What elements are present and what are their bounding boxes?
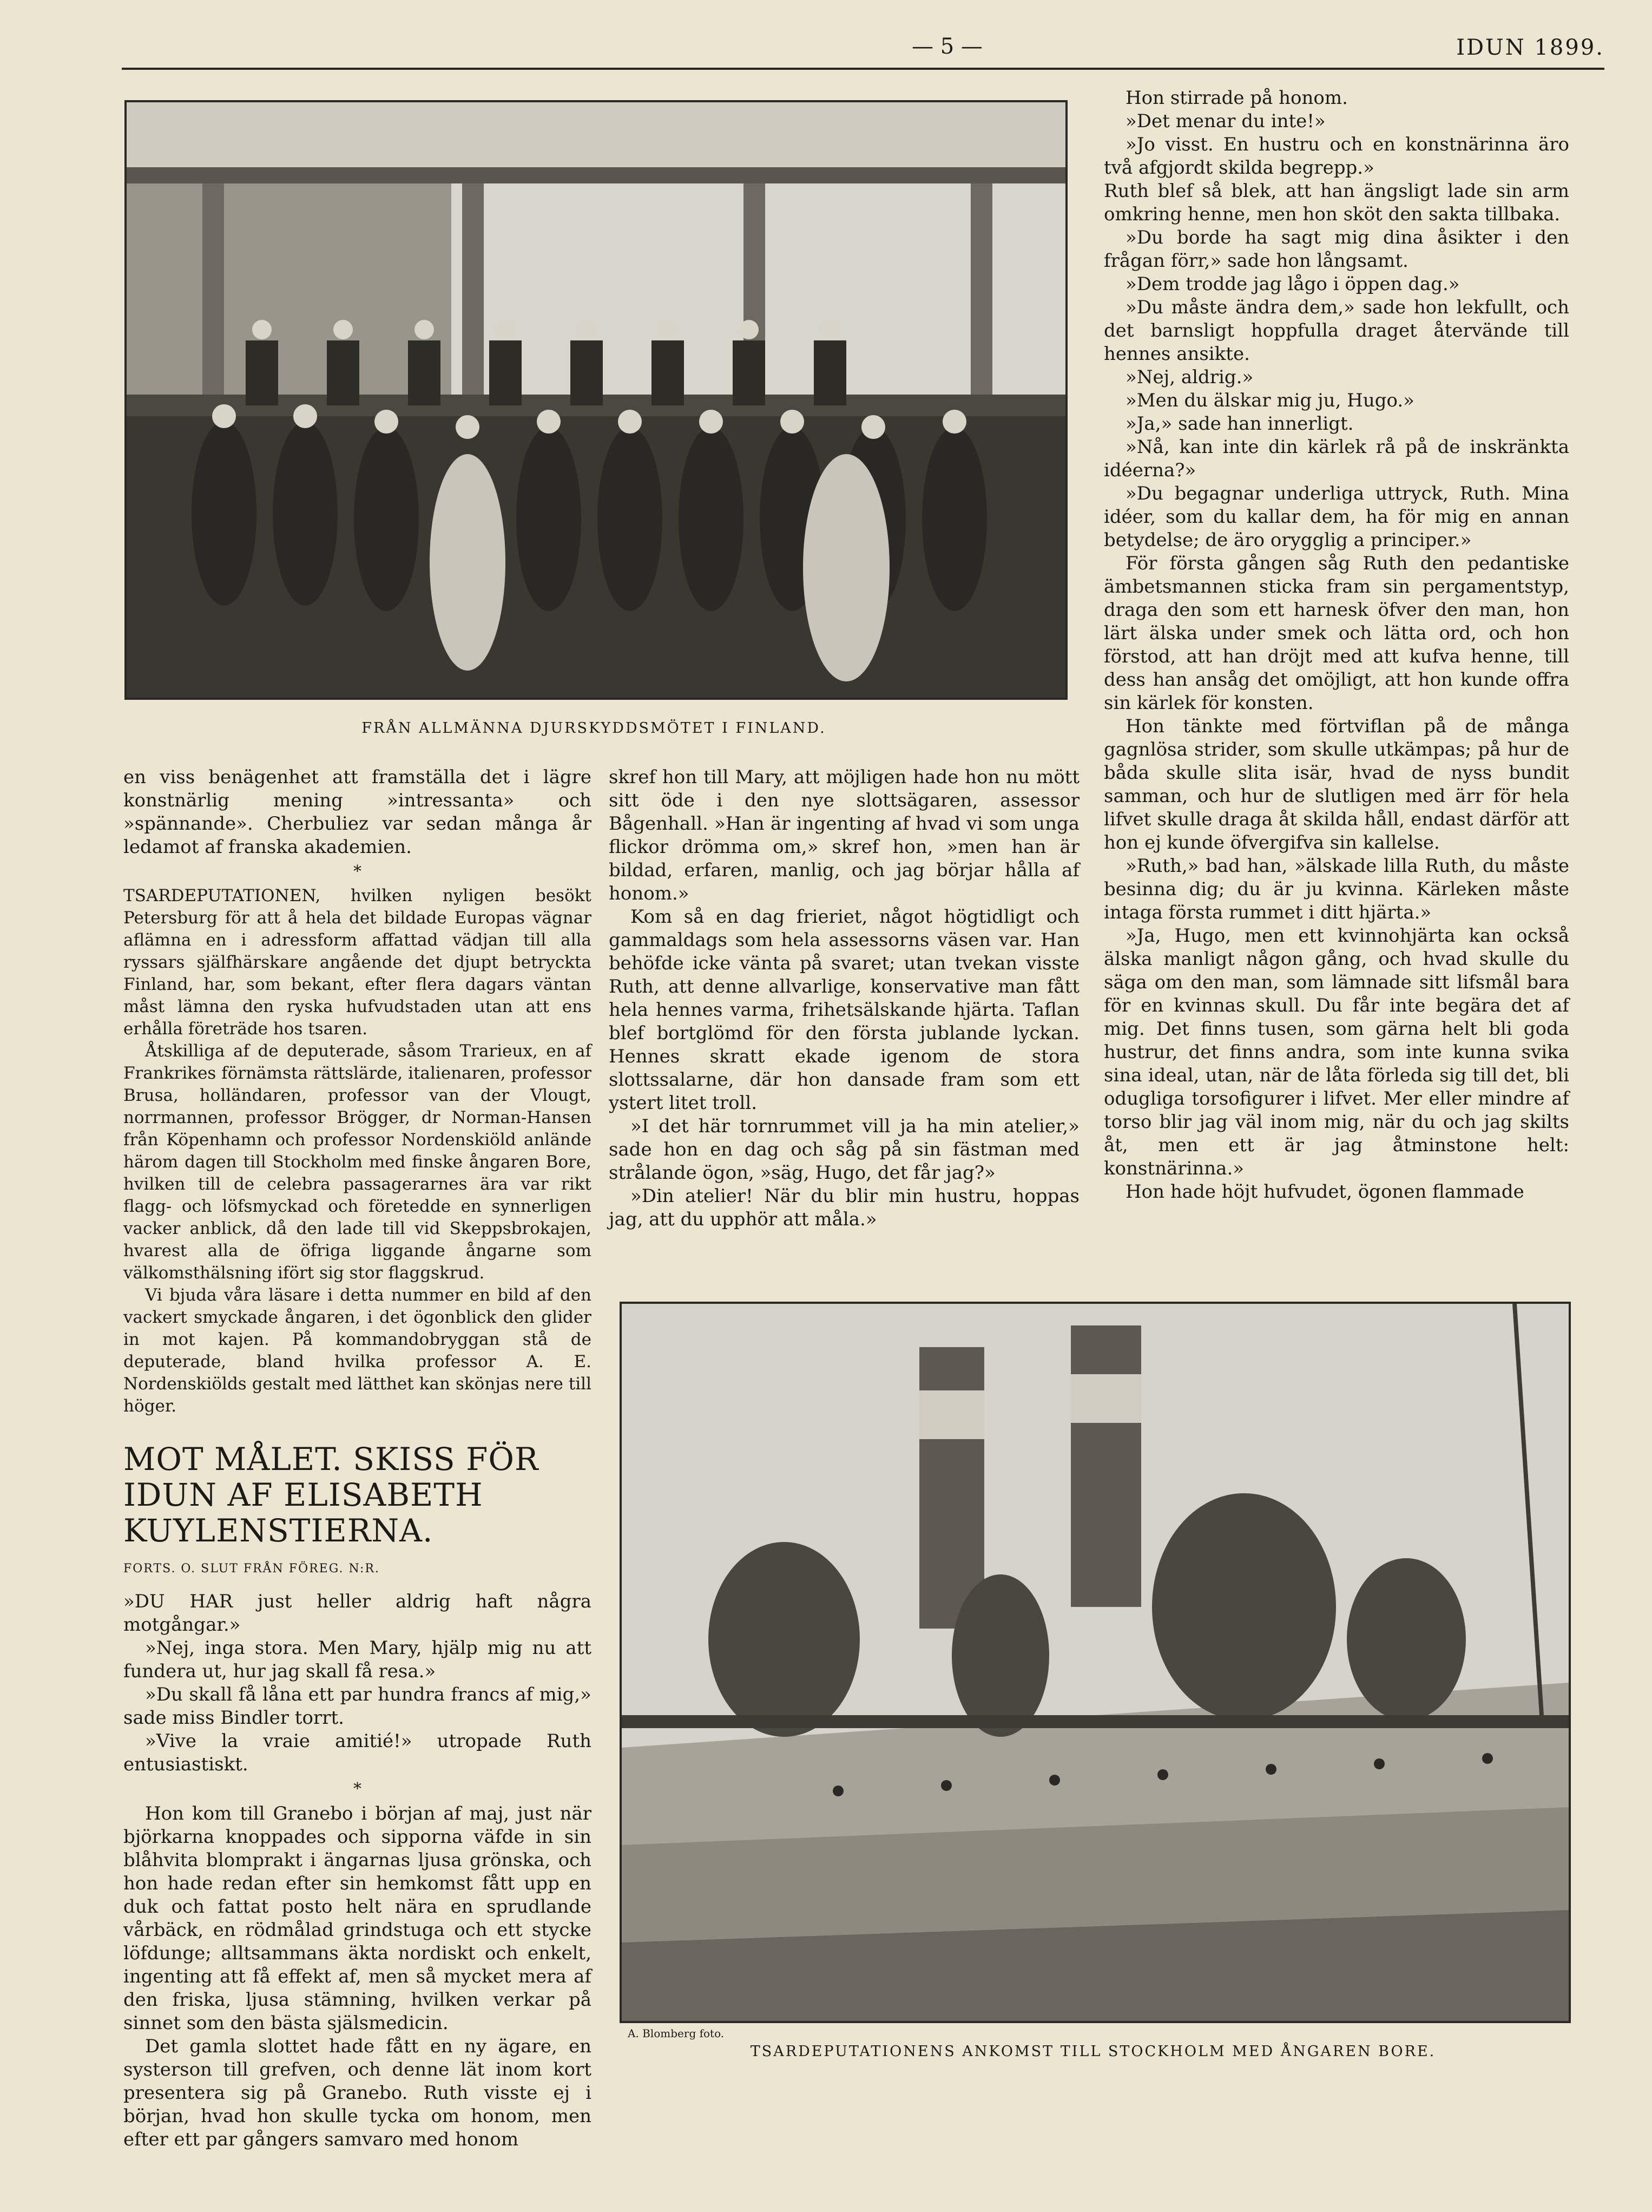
- column-middle: [609, 766, 1080, 1231]
- photo-credit: A. Blomberg foto.: [628, 2027, 725, 2040]
- paragraph: »Din atelier! När du blir min hustru, hoppas jag, att du upphör att måla.»: [609, 1185, 1080, 1230]
- tsar-paragraph-1: TSARDEPUTATIONEN, hvilken nyligen besökt Petersburg för att å hela det bildade Europas vägnar aflämna en i adressform affattad vädjan till alla ryssars själfhärskare angående det djupt betryckta Finland, har, som bekant, efter flera dagars väntan måst lämna den ryska hufvudstaden utan att ens erhålla företräde hos tsaren.: [123, 886, 591, 1039]
- group-photo-illustration: [127, 102, 1065, 698]
- page-header: [122, 30, 1604, 73]
- paragraph: »Ja, Hugo, men ett kvinnohjärta kan också älska manligt någon gång, och hvad skulle du säga om den man, som lämnade sitt lifsmål bara för en kvinnas skull. Du får inte begära det af mig. Det finns tusen, som gärna helt bli goda hustrur, det finns andra, som inte kunna svika sina ideal, utan, när de låta förleda sig till det, bli odugliga torsofigurer i lifvet. Mer eller mindre af torso blir jag väl inom mig, när du och jag skilts åt, men ett är jag åtminstone helt: konstnärinna.»: [1104, 925, 1569, 1179]
- photo-steamer-bore: [620, 1302, 1571, 2023]
- paragraph: skref hon till Mary, att möjligen hade hon nu mött sitt öde i den nye slottsägaren, assessor Bågenhall. »Han är ingenting af hvad vi som unga flickor drömma om,» skref hon, »men han är bildad, erfaren, manlig, och jag börjar hålla af honom.»: [609, 766, 1080, 904]
- story-paragraph-4: »Vive la vraie amitié!» utropade Ruth entusiastiskt.: [123, 1730, 591, 1775]
- paragraph: »I det här tornrummet vill ja ha min atelier,» sade hon en dag och såg på sin fästman med strålande ögon, »säg, Hugo, det får jag?»: [609, 1115, 1080, 1184]
- column-right: [1104, 87, 1569, 1204]
- section-divider: *: [353, 862, 361, 881]
- tsar-paragraph-3: Vi bjuda våra läsare i detta nummer en bild af den vackert smyckade ångaren, i det ögonblick den glider in mot kajen. På kommandobryggan stå de deputerade, bland hvilka professor A. E. Nordenskiölds gestalt med lätthet kan skönjas nere till höger.: [123, 1285, 591, 1416]
- story-paragraph-1: »DU HAR just heller aldrig haft några motgångar.»: [123, 1591, 591, 1636]
- masthead: IDUN 1899.: [1456, 35, 1604, 60]
- photo-ship-caption: TSARDEPUTATIONENS ANKOMST TILL STOCKHOLM MED ÅNGAREN BORE.: [750, 2043, 1436, 2060]
- paragraph: Ruth blef så blek, att han ängsligt lade sin arm omkring henne, men hon sköt den sakta tillbaka.: [1104, 180, 1569, 225]
- story-paragraph-2: »Nej, inga stora. Men Mary, hjälp mig nu att fundera ut, hur jag skall få resa.»: [123, 1637, 591, 1682]
- paragraph: en viss benägenhet att framställa det i lägre konstnärlig mening »intressanta» och »spännande». Cherbuliez var sedan många år ledamot af franska akademien.: [123, 766, 591, 858]
- paragraph: »Dem trodde jag lågo i öppen dag.»: [1126, 273, 1460, 295]
- story-paragraph-6: Det gamla slottet hade fått en ny ägare, en systerson till grefven, och denne lät inom kort presentera sig på Granebo. Ruth visste ej i början, hvad hon skulle tycka om honom, men efter ett par gångers samvaro med honom: [123, 2036, 591, 2150]
- paragraph: »Du måste ändra dem,» sade hon lekfullt, och det barnsligt hoppfulla draget återvände till hennes ansikte.: [1104, 297, 1569, 365]
- story-paragraph-5: Hon kom till Granebo i början af maj, just när björkarna knoppades och sipporna väfde in sin blåhvita blomprakt i ängarnas ljusa grönska, och hon hade redan efter sin hemkomst fått upp en duk och fattat posto helt nära en sprudlande vårbäck, en rödmålad grindstuga och ett stycke löfdunge; alltsammans äkta nordiskt och enkelt, ingenting att få effekt af, men så mycket mera af den friska, ljusa stämning, hvilken verkar på sinnet som den bästa själsmedicin.: [123, 1803, 591, 2034]
- paragraph: Hon tänkte med förtviflan på de många gagnlösa strider, som skulle utkämpas; på hur de båda skulle slita isär, hvad de nyss bundit samman, och hur de slutligen med ärr för hela lifvet skulle draga åt skilda håll, endast därför att hon ej kunde öfvergifva sin kallelse.: [1104, 716, 1569, 854]
- paragraph: »Nej, aldrig.»: [1126, 366, 1254, 388]
- paragraph: »Det menar du inte!»: [1126, 110, 1326, 132]
- story-paragraph-3: »Du skall få låna ett par hundra francs af mig,» sade miss Bindler torrt.: [123, 1684, 591, 1729]
- paragraph: »Men du älskar mig ju, Hugo.»: [1126, 390, 1414, 411]
- paragraph: »Nå, kan inte din kärlek rå på de inskränkta idéerna?»: [1104, 436, 1569, 481]
- column-left: [123, 766, 591, 2151]
- paragraph: »Ja,» sade han innerligt.: [1126, 413, 1354, 435]
- tsar-paragraph-2: Åtskilliga af de deputerade, såsom Trarieux, en af Frankrikes förnämsta rättslärde, italienaren, professor Brusa, holländaren, professor van der Vlougt, norrmannen, professor Brögger, dr Norman-Hansen från Köpenhamn och professor Nordenskiöld anlände härom dagen till Stockholm med finske ångaren Bore, hvilken till de celebra passagerarnes ära var rikt flagg- och löfsmyckad och företedde en synnerligen vacker anblick, då den lade till vid Skeppsbrokajen, hvarest alla de öfriga liggande ångarne som välkomsthälsning ifört sig stor flaggskrud.: [123, 1041, 591, 1283]
- header-rule: [122, 68, 1604, 70]
- section-divider: *: [353, 1780, 361, 1799]
- photo-djurskydd-meeting: [124, 100, 1068, 700]
- paragraph: »Du begagnar underliga uttryck, Ruth. Mina idéer, som du kallar dem, ha för mig en annan betydelse; de äro orygglig a principer.»: [1104, 483, 1569, 551]
- paragraph: »Ruth,» bad han, »älskade lilla Ruth, du måste besinna dig; du är ju kvinna. Kärleken måste intaga första rummet i ditt hjärta.»: [1104, 855, 1569, 923]
- paragraph: Hon stirrade på honom.: [1126, 87, 1348, 109]
- story-byline: FORTS. O. SLUT FRÅN FÖREG. N:R.: [123, 1562, 380, 1576]
- steamer-illustration: [622, 1304, 1569, 2021]
- page-number: — 5 —: [912, 34, 983, 59]
- story-title: MOT MÅLET. SKISS FÖR IDUN AF ELISABETH KUYLENSTIERNA.: [123, 1441, 539, 1549]
- paragraph: »Jo visst. En hustru och en konstnärinna äro två afgjordt skilda begrepp.»: [1104, 134, 1569, 179]
- paragraph: Hon hade höjt hufvudet, ögonen flammade: [1126, 1181, 1524, 1203]
- paragraph: För första gången såg Ruth den pedantiske ämbetsmannen sticka fram sin pergamentstyp, draga den som ett harnesk öfver den man, hon lärt älska under smek och lätta ord, och hon förstod, att han dröjt med att kufva henne, till dess han ansåg det omöjligt, att hon kunde offra sin kärlek för konsten.: [1104, 553, 1569, 714]
- photo-top-caption: FRÅN ALLMÄNNA DJURSKYDDSMÖTET I FINLAND.: [361, 720, 826, 737]
- paragraph: Kom så en dag frieriet, något högtidligt och gammaldags som hela assessorns väsen var. Han behöfde icke vänta på svaret; utan tvekan visste Ruth, att denne allvarlige, konservative man fått hela hennes varma, frihetsälskande hjärta. Taflan blef bortglömd för den första jublande lyckan. Hennes skratt ekade igenom de stora slottssalarne, där hon dansade fram som ett ystert litet troll.: [609, 906, 1080, 1114]
- paragraph: »Du borde ha sagt mig dina åsikter i den frågan förr,» sade hon långsamt.: [1104, 227, 1569, 272]
